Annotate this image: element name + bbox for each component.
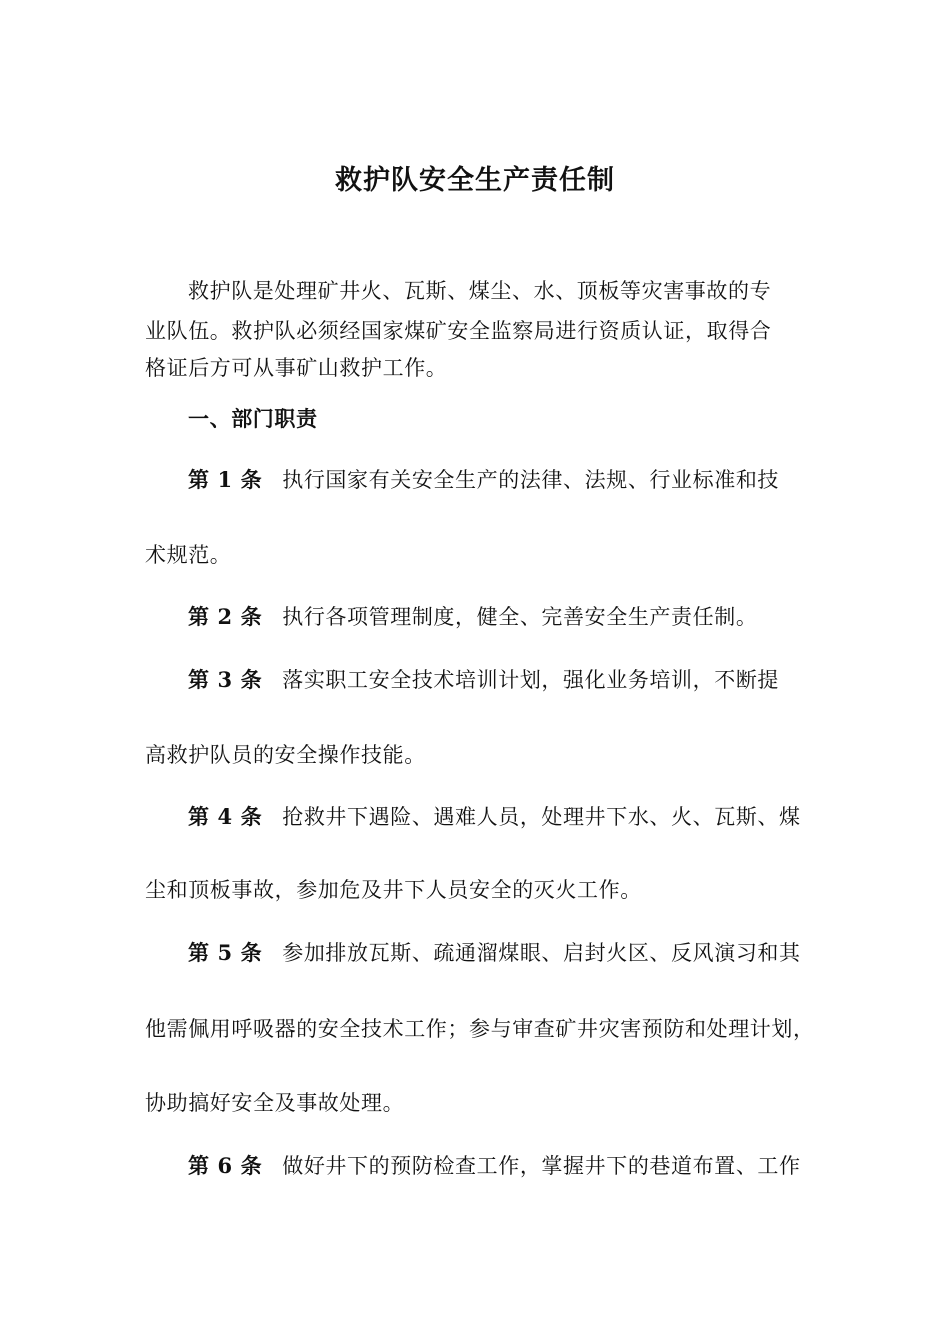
article-1-first-line [188,464,779,494]
article-6-number: 第 6 条 [188,1153,263,1178]
article-5-continuation-2: 协助搞好安全及事故处理。 [145,1091,405,1115]
intro-line-2: 业队伍。救护队必须经国家煤矿安全监察局进行资质认证，取得合 [145,319,772,343]
article-2-text: 执行各项管理制度，健全、完善安全生产责任制。 [282,605,758,629]
document-title: 救护队安全生产责任制 [335,165,615,196]
article-6-first-line [188,1150,801,1180]
article-1-continuation: 术规范。 [145,543,232,567]
article-3-text: 落实职工安全技术培训计划，强化业务培训，不断提 [282,668,780,692]
article-3-continuation: 高救护队员的安全操作技能。 [145,743,426,767]
article-3-number: 第 3 条 [188,667,263,692]
article-4-first-line [188,801,801,831]
article-6-text: 做好井下的预防检查工作，掌握井下的巷道布置、工作 [282,1154,801,1178]
article-3-first-line [188,664,779,694]
article-5-first-line [188,937,801,967]
intro-line-1: 救护队是处理矿井火、瓦斯、煤尘、水、顶板等灾害事故的专 [188,279,772,303]
article-4-text: 抢救井下遇险、遇难人员，处理井下水、火、瓦斯、煤 [282,805,801,829]
article-5-continuation-1: 他需佩用呼吸器的安全技术工作；参与审查矿井灾害预防和处理计划， [145,1017,815,1041]
section-heading: 一、部门职责 [188,406,318,431]
intro-line-3: 格证后方可从事矿山救护工作。 [145,356,448,380]
article-2-number: 第 2 条 [188,604,263,629]
article-5-text: 参加排放瓦斯、疏通溜煤眼、启封火区、反风演习和其 [282,941,801,965]
article-5-number: 第 5 条 [188,940,263,965]
article-1-number: 第 1 条 [188,467,263,492]
article-4-number: 第 4 条 [188,804,263,829]
article-1-text: 执行国家有关安全生产的法律、法规、行业标准和技 [282,468,780,492]
article-2-first-line [188,601,757,631]
article-4-continuation: 尘和顶板事故，参加危及井下人员安全的灭火工作。 [145,878,642,902]
